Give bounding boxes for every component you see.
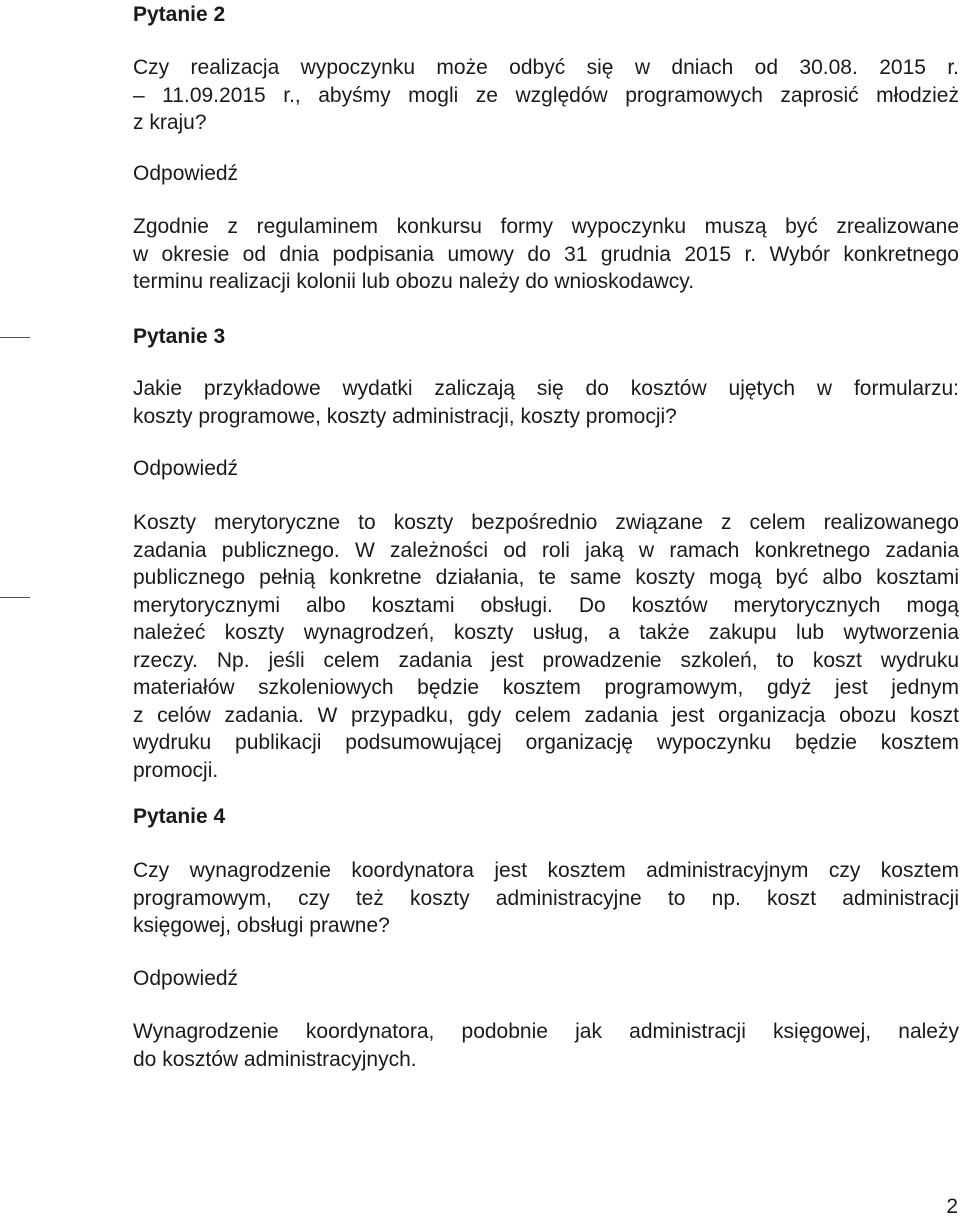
text-line: Jakie przykładowe wydatki zaliczają się do kosztów ujętych w formularzu: — [133, 377, 959, 400]
text-line: promocji. — [133, 758, 219, 782]
question-2-heading: Pytanie 2 — [133, 3, 226, 26]
text-line: Zgodnie z regulaminem konkursu formy wypoczynku muszą być zrealizowane — [133, 215, 959, 238]
text-line: wydruku publikacji podsumowującej organizację wypoczynku będzie kosztem — [133, 731, 959, 754]
page-number: 2 — [946, 1195, 958, 1218]
question-4-answer-label: Odpowiedź — [133, 967, 239, 990]
text-line: księgowej, obsługi prawne? — [133, 914, 390, 937]
text-line: z celów zadania. W przypadku, gdy celem zadania jest organizacja obozu koszt — [133, 703, 959, 727]
question-2-text — [133, 54, 959, 137]
question-4-answer-text — [133, 1018, 959, 1073]
text-line: zadania publicznego. W zależności od roli jaką w ramach konkretnego zadania — [133, 538, 959, 562]
margin-mark-bottom — [0, 597, 30, 598]
text-line: do kosztów administracyjnych. — [133, 1047, 417, 1071]
question-4-heading: Pytanie 4 — [133, 805, 226, 828]
text-line: Wynagrodzenie koordynatora, podobnie jak administracji księgowej, należy — [133, 1020, 959, 1043]
question-4-text — [133, 857, 959, 940]
question-3-answer-text — [133, 509, 959, 784]
text-line: rzeczy. Np. jeśli celem zadania jest prowadzenie szkoleń, to koszt wydruku — [133, 648, 959, 672]
text-line: w okresie od dnia podpisania umowy do 31 grudnia 2015 r. Wybór konkretnego — [133, 242, 959, 266]
text-line: Czy wynagrodzenie koordynatora jest kosztem administracyjnym czy kosztem — [133, 859, 959, 882]
question-3-text — [133, 375, 959, 430]
text-line: publicznego pełnią konkretne działania, te same koszty mogą być albo kosztami — [133, 566, 959, 589]
text-line: programowym, czy też koszty administracyjne to np. koszt administracji — [133, 886, 959, 910]
question-3-answer-label: Odpowiedź — [133, 457, 239, 480]
text-line: materiałów szkoleniowych będzie kosztem programowym, gdyż jest jednym — [133, 676, 959, 699]
question-2-answer-label: Odpowiedź — [133, 162, 239, 185]
margin-mark-top — [0, 337, 30, 338]
text-line: Czy realizacja wypoczynku może odbyć się w dniach od 30.08. 2015 r. — [133, 56, 959, 79]
question-3-heading: Pytanie 3 — [133, 325, 226, 348]
question-2-answer-text — [133, 213, 959, 296]
text-line: z kraju? — [133, 111, 207, 134]
text-line: merytorycznymi albo kosztami obsługi. Do kosztów merytorycznych mogą — [133, 593, 959, 617]
text-line: koszty programowe, koszty administracji, koszty promocji? — [133, 404, 677, 428]
text-line: Koszty merytoryczne to koszty bezpośrednio związane z celem realizowanego — [133, 511, 959, 534]
text-line: należeć koszty wynagrodzeń, koszty usług, a także zakupu lub wytworzenia — [133, 621, 959, 644]
text-line: – 11.09.2015 r., abyśmy mogli ze względów programowych zaprosić młodzież — [133, 83, 959, 107]
text-line: terminu realizacji kolonii lub obozu należy do wnioskodawcy. — [133, 270, 695, 293]
